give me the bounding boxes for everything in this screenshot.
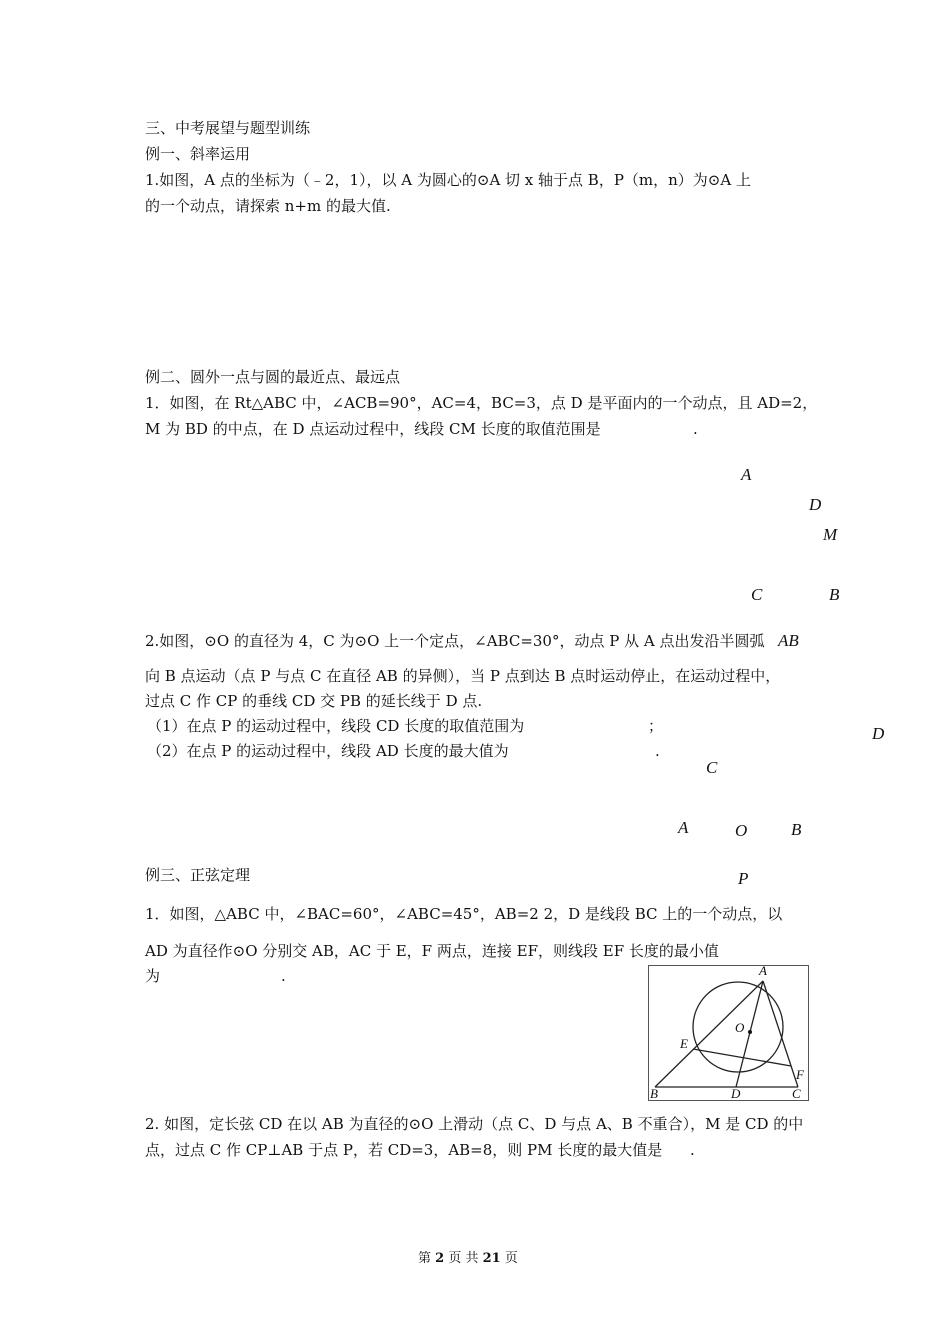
ex3-q2-line2: 点，过点 C 作 CP⊥AB 于点 P，若 CD=3，AB=8，则 PM 长度的最大值是: [145, 1141, 663, 1159]
figure-svg: [648, 965, 809, 1101]
fig2-label-p: P: [738, 869, 749, 888]
fig1-label-b: B: [829, 585, 840, 604]
ex1-title: 例一、斜率运用: [145, 145, 251, 163]
ex2-q1-line2: M 为 BD 的中点，在 D 点运动过程中，线段 CM 长度的取值范围是: [145, 420, 601, 438]
fig3-label-b: B: [650, 1086, 658, 1101]
fig3-label-e: E: [680, 1036, 688, 1051]
fig1-label-d: D: [809, 495, 822, 514]
fig2-label-d: D: [872, 724, 885, 743]
fig2-label-b: B: [791, 820, 802, 839]
footer-total-pages: 21: [482, 1251, 501, 1266]
fig1-label-c: C: [751, 585, 763, 604]
page-footer: [418, 1247, 518, 1266]
ex2-q2-sub1: （1）在点 P 的运动过程中，线段 CD 长度的取值范围为: [147, 717, 525, 735]
ex2-q2-line1: 2.如图，⊙O 的直径为 4，C 为⊙O 上一个定点，∠ABC=30°，动点 P 从 A 点出发沿半圆弧: [145, 632, 765, 650]
footer-page-number: 2: [435, 1251, 445, 1266]
fig3-label-f: F: [796, 1067, 804, 1082]
ex2-q2-sub1-end: ；: [648, 717, 664, 735]
fig3-label-d: D: [731, 1086, 741, 1101]
fig1-label-m: M: [823, 525, 838, 544]
footer-prefix: 第: [418, 1251, 432, 1266]
ex1-q1-line1: 1.如图，A 点的坐标为（﹣2，1），以 A 为圆心的⊙A 切 x 轴于点 B，P（m，n）为⊙A 上: [145, 171, 751, 189]
footer-suffix: 页: [504, 1251, 518, 1266]
center-dot-o: [748, 1030, 752, 1034]
ex2-title: 例二、圆外一点与圆的最近点、最远点: [145, 368, 401, 386]
ex1-q1-line2: 的一个动点，请探索 n+m 的最大值.: [145, 197, 391, 215]
fig3-label-c: C: [792, 1086, 801, 1101]
section-heading: 三、中考展望与题型训练: [145, 119, 311, 137]
footer-middle: 页 共: [448, 1251, 479, 1266]
ex2-q2-line3: 过点 C 作 CP 的垂线 CD 交 PB 的延长线于 D 点.: [145, 692, 483, 710]
ex2-q2-arc: AB: [778, 631, 799, 650]
fig3-label-a: A: [759, 963, 767, 978]
fig2-label-c: C: [706, 758, 718, 777]
fig2-label-a: A: [678, 818, 689, 837]
fig3-label-o: O: [735, 1020, 745, 1035]
ex2-q2-line2: 向 B 点运动（点 P 与点 C 在直径 AB 的异侧），当 P 点到达 B 点时运动停止，在运动过程中，: [145, 667, 781, 685]
ex3-q1-line3: 为: [145, 967, 161, 985]
ex3-q2-line1: 2. 如图，定长弦 CD 在以 AB 为直径的⊙O 上滑动（点 C、D 与点 A、B 不重合），M 是 CD 的中: [145, 1115, 804, 1133]
ex2-q2-sub2: （2）在点 P 的运动过程中，线段 AD 长度的最大值为: [147, 742, 509, 760]
ex3-q1-line1: 1．如图，△ABC 中，∠BAC=60°，∠ABC=45°，AB=2 2，D 是线段 BC 上的一个动点，以: [145, 905, 783, 923]
figure-triangle-circle: [648, 965, 809, 1101]
ex2-q1-end: .: [693, 420, 698, 438]
ex3-q1-end: .: [281, 967, 286, 985]
fig1-label-a: A: [741, 465, 752, 484]
figure-frame: [649, 963, 809, 1101]
fig2-label-o: O: [735, 821, 748, 840]
ex2-q2-sub2-end: .: [655, 742, 660, 760]
ex3-q2-end: .: [690, 1141, 695, 1159]
ex3-title: 例三、正弦定理: [145, 866, 251, 884]
ex2-q1-line1: 1．如图，在 Rt△ABC 中，∠ACB=90°，AC=4，BC=3，点 D 是平面内的一个动点，且 AD=2，: [145, 394, 818, 412]
ex3-q1-line2: AD 为直径作⊙O 分别交 AB，AC 于 E，F 两点，连接 EF，则线段 EF 长度的最小值: [145, 942, 719, 960]
